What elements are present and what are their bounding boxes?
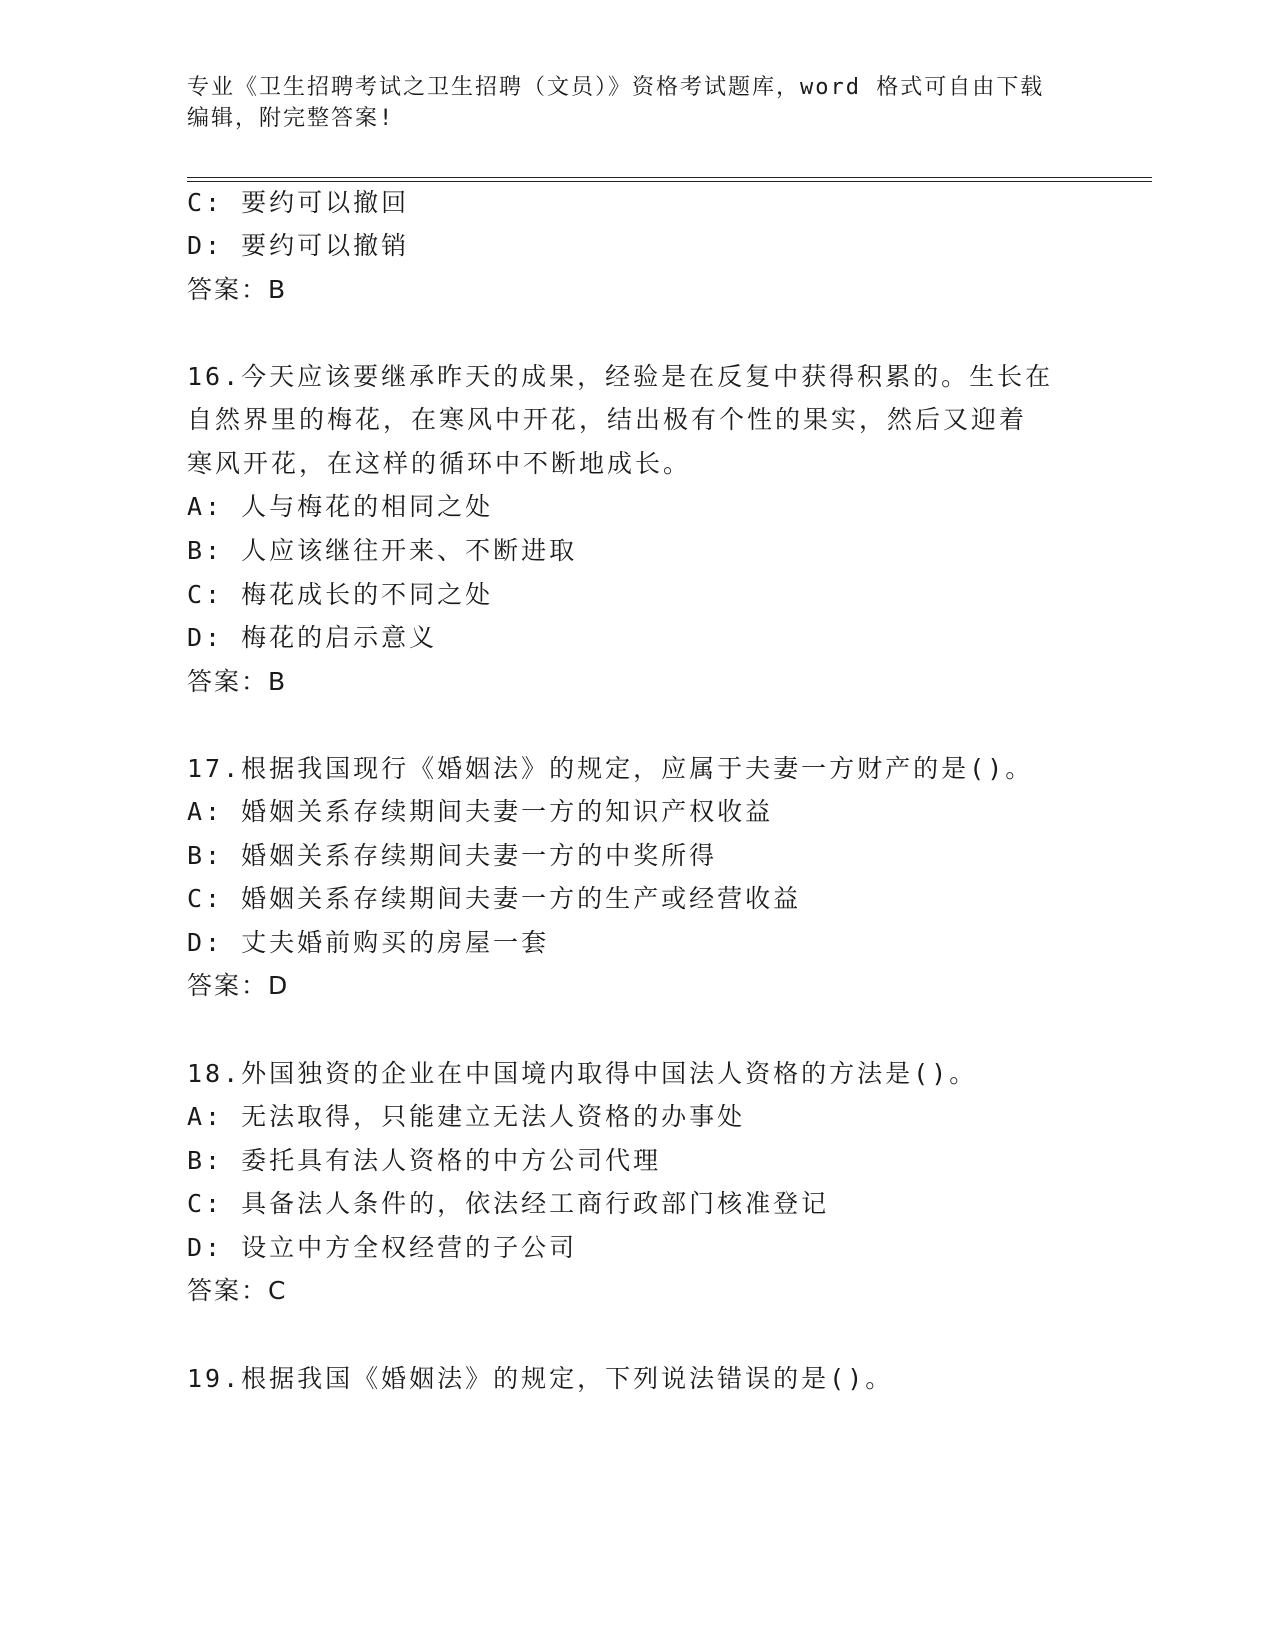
header-line-2: 编辑，附完整答案! (187, 106, 395, 131)
header-rule-top (187, 177, 1152, 178)
q16-option-d: D: 梅花的启示意义 (187, 623, 438, 652)
header-rule-bottom (187, 181, 1152, 182)
q16-stem-line-2: 自然界里的梅花，在寒风中开花，结出极有个性的果实，然后又迎着 (187, 405, 1028, 434)
q18-option-b: B: 委托具有法人资格的中方公司代理 (187, 1146, 662, 1175)
q17-option-a: A: 婚姻关系存续期间夫妻一方的知识产权收益 (187, 797, 774, 826)
q15-option-d: D: 要约可以撤销 (187, 231, 410, 260)
q18-option-d: D: 设立中方全权经营的子公司 (187, 1233, 578, 1262)
q17-option-c: C: 婚姻关系存续期间夫妻一方的生产或经营收益 (187, 884, 802, 913)
document-header (187, 72, 1087, 134)
q17-option-d: D: 丈夫婚前购买的房屋一套 (187, 928, 550, 957)
q15-answer: 答案：B (187, 275, 288, 304)
q17-answer: 答案：D (187, 971, 290, 1000)
q16-answer: 答案：B (187, 667, 288, 696)
q18-answer: 答案：C (187, 1276, 288, 1305)
q17-stem: 17.根据我国现行《婚姻法》的规定，应属于夫妻一方财产的是()。 (187, 754, 1034, 783)
q16-option-a: A: 人与梅花的相同之处 (187, 492, 494, 521)
q16-option-b: B: 人应该继往开来、不断进取 (187, 536, 578, 565)
q18-stem: 18.外国独资的企业在中国境内取得中国法人资格的方法是()。 (187, 1059, 978, 1088)
q18-option-a: A: 无法取得，只能建立无法人资格的办事处 (187, 1102, 746, 1131)
q16-option-c: C: 梅花成长的不同之处 (187, 580, 494, 609)
q17-option-b: B: 婚姻关系存续期间夫妻一方的中奖所得 (187, 841, 718, 870)
header-line-1: 专业《卫生招聘考试之卫生招聘（文员）》资格考试题库，word 格式可自由下载 (187, 75, 1045, 100)
q19-stem: 19.根据我国《婚姻法》的规定，下列说法错误的是()。 (187, 1364, 894, 1393)
q18-option-c: C: 具备法人条件的，依法经工商行政部门核准登记 (187, 1189, 830, 1218)
q15-option-c: C: 要约可以撤回 (187, 188, 410, 217)
q16-stem-line-1: 16.今天应该要继承昨天的成果，经验是在反复中获得积累的。生长在 (187, 362, 1054, 391)
q16-stem-line-3: 寒风开花，在这样的循环中不断地成长。 (187, 449, 692, 478)
